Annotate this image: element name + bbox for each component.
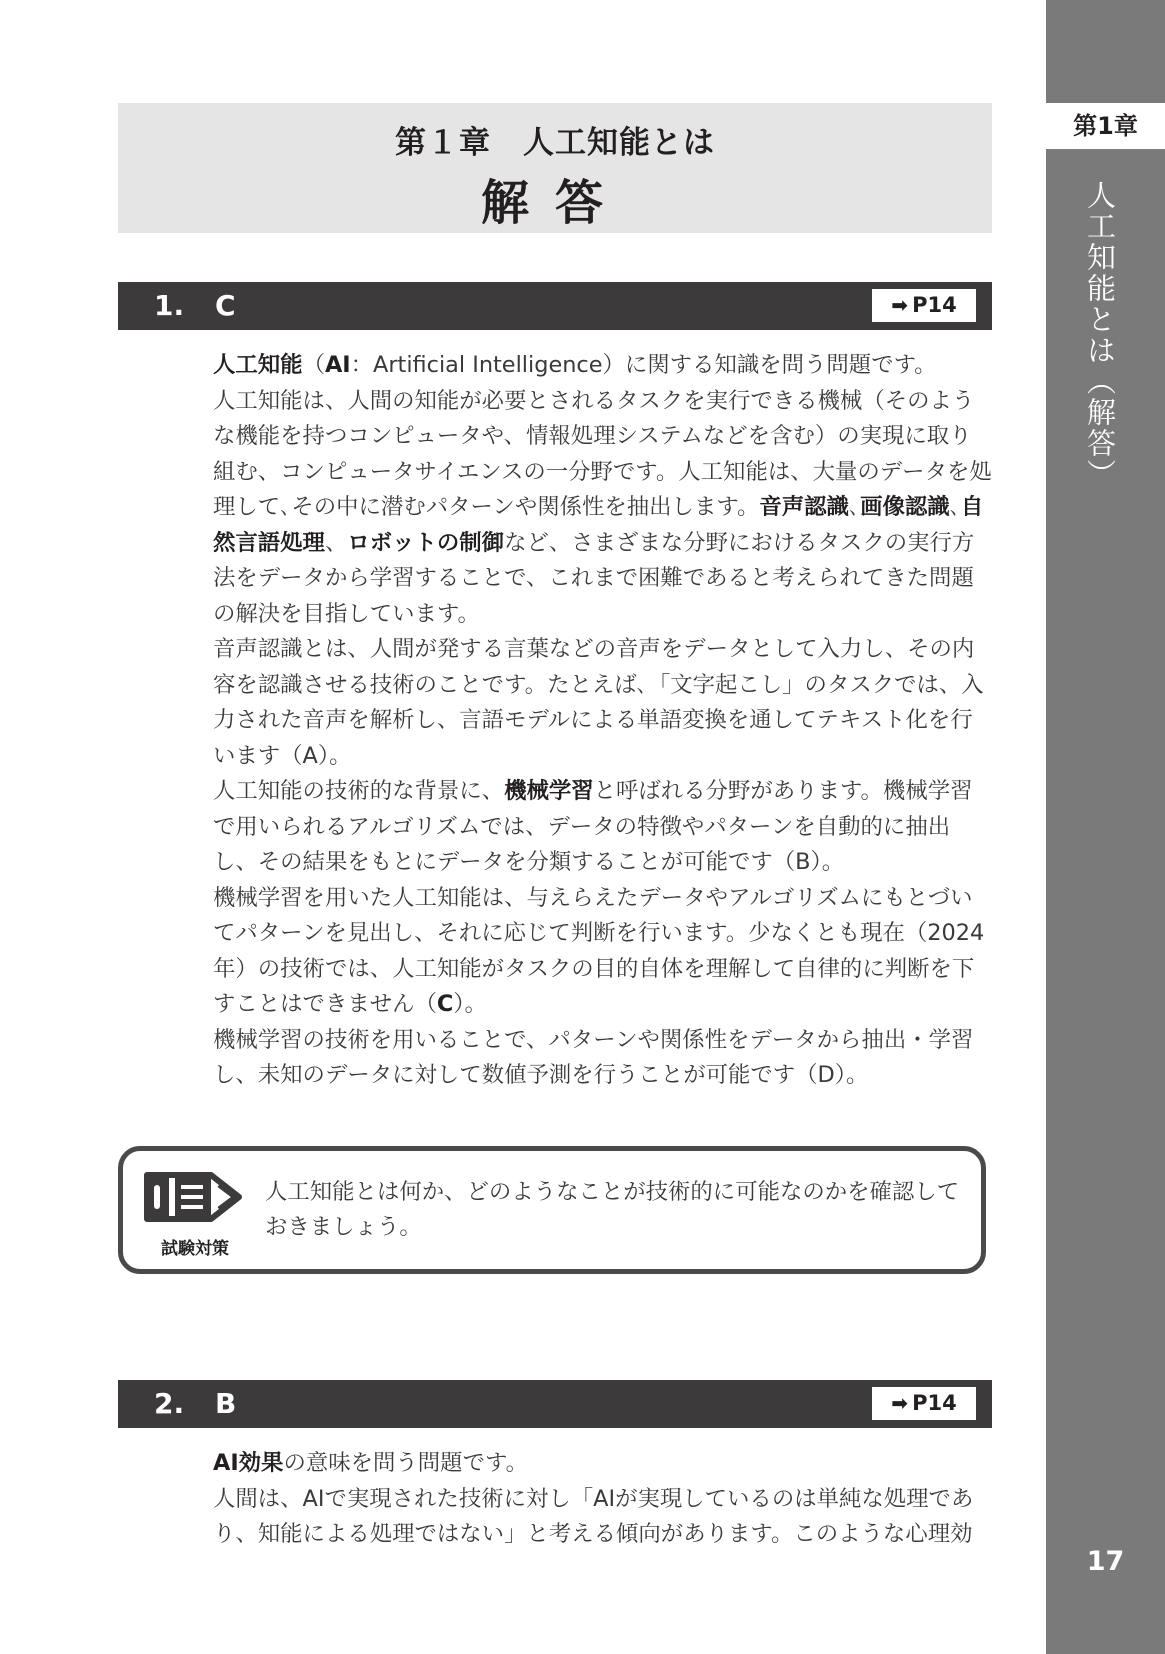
bold-term: 人工知能 xyxy=(213,352,303,378)
paragraph xyxy=(213,881,993,1023)
paragraph xyxy=(213,1023,993,1094)
paragraph xyxy=(213,774,993,881)
arrow-right-icon: ➡ xyxy=(891,1391,909,1415)
tip-label: 試験対策 xyxy=(161,1239,229,1259)
bold-term: AI xyxy=(324,352,351,378)
bold-term: C xyxy=(436,991,454,1017)
page-reference-label: P14 xyxy=(912,1391,957,1415)
text-run: 人間は、AIで実現された技術に対し「AIが実現しているのは単純な処理であり、知能による処理ではない」と考える傾向があります。このような心理効 xyxy=(213,1485,974,1547)
page-reference-label: P14 xyxy=(912,293,957,317)
paragraph xyxy=(213,384,993,633)
text-run: 人工知能の技術的な背景に、 xyxy=(213,778,505,804)
paragraph xyxy=(213,348,993,384)
pencil-icon xyxy=(141,1169,245,1225)
paragraph xyxy=(213,1446,993,1482)
answer-explanation-2 xyxy=(213,1446,993,1553)
page-reference xyxy=(872,289,976,322)
side-chapter-title: 人工知能とは（解答） xyxy=(1083,180,1117,490)
question-number: 1. xyxy=(154,289,185,322)
page-reference xyxy=(872,1387,976,1420)
bold-term: 機械学習 xyxy=(504,778,594,804)
answer-explanation-1 xyxy=(213,348,993,1094)
bold-term: 音声認識 xyxy=(759,494,849,520)
text-run: 人工知能は、人間の知能が必要とされるタスクを実行できる機械（そのような機能を持つコンピュータや、情報処理システムなどを含む）の実現に取り組む、コンピュータサイエンスの一分野です。人工知能は、大量のデータを処理して､その中に潜むパターンや関係性を抽出します。 xyxy=(213,387,992,520)
page-header xyxy=(118,103,992,233)
text-run: ）。 xyxy=(453,991,487,1017)
arrow-right-icon: ➡ xyxy=(891,293,909,317)
text-run: 機械学習の技術を用いることで、パターンや関係性をデータから抽出・学習し、未知のデータに対して数値予測を行うことが可能です（D）。 xyxy=(213,1026,974,1088)
question-answer: B xyxy=(215,1387,237,1420)
text-run: の意味を問う問題です。 xyxy=(283,1450,528,1476)
bold-term: AI効果 xyxy=(213,1450,284,1476)
paragraph xyxy=(213,632,993,774)
bold-term: 自然言語処理 xyxy=(213,494,984,556)
page-number: 17 xyxy=(1086,1546,1125,1577)
text-run: （ xyxy=(302,352,325,378)
text-run: と呼ばれる分野があります。機械学習で用いられるアルゴリズムでは、データの特徴やパターンを自動的に抽出し、その結果をもとにデータを分類することが可能です（B）。 xyxy=(213,778,973,875)
chapter-title: 第１章 人工知能とは xyxy=(395,125,715,161)
text-run: ､ xyxy=(949,494,961,520)
text-run: など、さまざまな分野におけるタスクの実行方法をデータから学習することで、これまで困難であると考えられてきた問題の解決を目指しています。 xyxy=(213,529,975,627)
question-number: 2. xyxy=(154,1387,185,1420)
exam-tip-box xyxy=(118,1146,986,1274)
paragraph xyxy=(213,1482,993,1553)
question-bar-2 xyxy=(118,1380,992,1428)
text-run: 機械学習を用いた人工知能は、与えらえたデータやアルゴリズムにもとづいてパターンを見出し、それに応じて判断を行います。少なくとも現在（2024年）の技術では、人工知能がタスクの目的自体を理解して自律的に判断を下すことはできません（ xyxy=(213,884,985,1017)
question-answer: C xyxy=(215,289,236,322)
text-run: ､ xyxy=(848,494,861,520)
bold-term: 画像認識 xyxy=(860,494,950,520)
tip-text: 人工知能とは何か、どのようなことが技術的に可能なのかを確認しておきましょう。 xyxy=(265,1179,960,1240)
answer-title: 解答 xyxy=(480,175,629,231)
question-bar-1 xyxy=(118,282,992,330)
bold-term: ロボットの制御 xyxy=(347,529,505,556)
text-run: 、 xyxy=(324,529,348,556)
text-run: 音声認識とは、人間が発する言葉などの音声をデータとして入力し、その内容を認識させる技術のことです。たとえば､「文字起こし」のタスクでは、入力された音声を解析し、言語モデルによる単語変換を通してテキスト化を行います（A）。 xyxy=(213,636,984,769)
text-run: ：Artificial Intelligence）に関する知識を問う問題です。 xyxy=(350,352,937,378)
side-chapter-label: 第1章 xyxy=(1046,103,1165,149)
